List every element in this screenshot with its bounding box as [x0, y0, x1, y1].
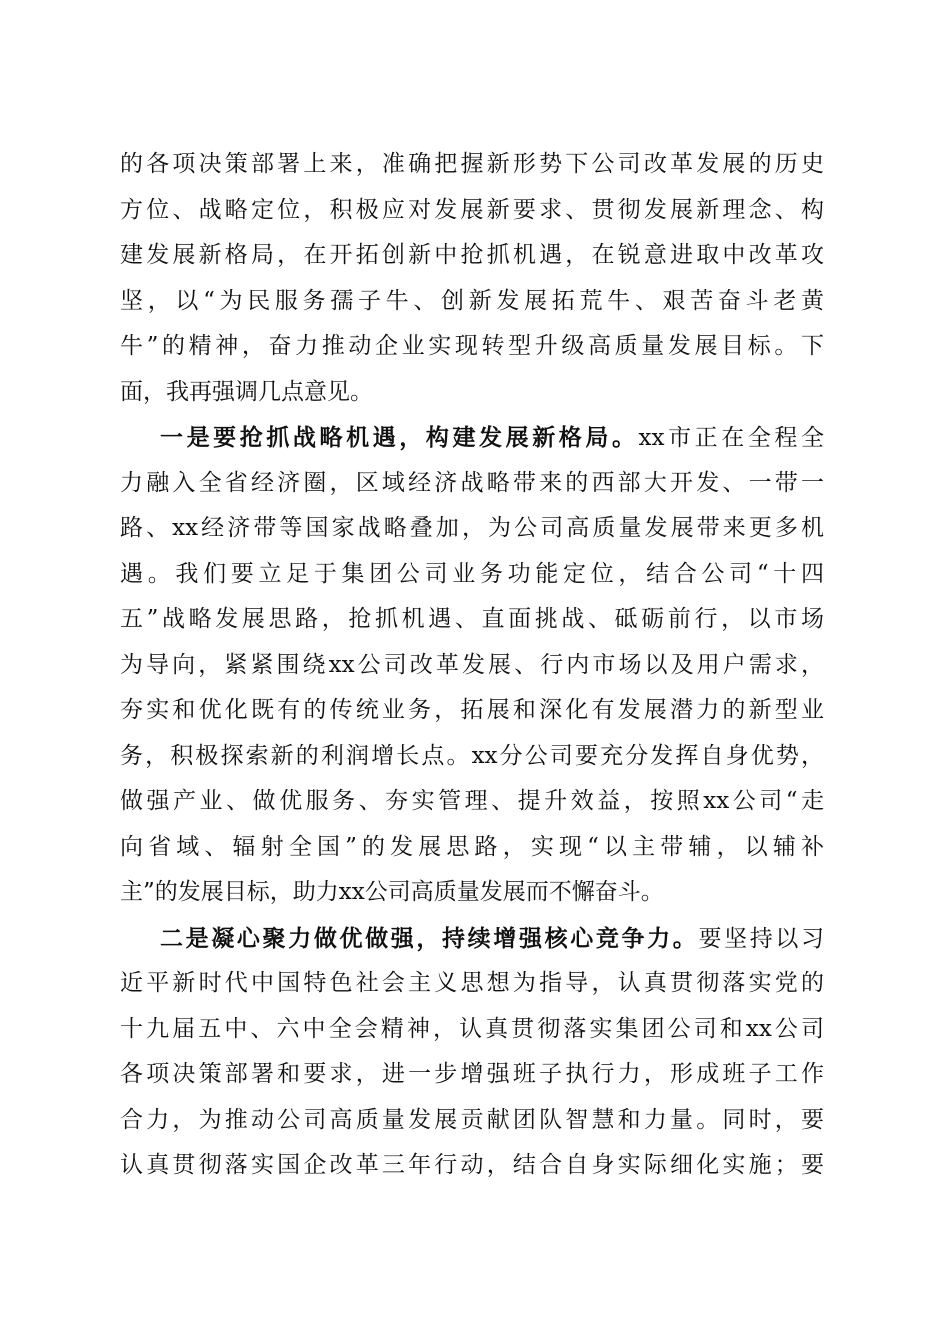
paragraph-point-one	[120, 415, 824, 916]
text-line: 遇。我们要立足于集团公司业务功能定位，结合公司“十四	[120, 560, 824, 587]
text-line: 认真贯彻落实国企改革三年行动，结合自身实际细化实施；要	[120, 1152, 824, 1178]
text-run: xx市正在全程全	[638, 425, 824, 451]
text-line: 为导向，紧紧围绕xx公司改革发展、行内市场以及用户需求，	[120, 651, 824, 678]
body-text	[120, 142, 824, 1189]
text-line: 主”的发展目标，助力xx公司高质量发展而不懈奋斗。	[120, 879, 664, 905]
text-line: 面，我再强调几点意见。	[120, 378, 373, 405]
text-line: 路、xx经济带等国家战略叠加，为公司高质量发展带来更多机	[120, 515, 824, 541]
text-line	[120, 415, 824, 461]
text-line: 务，积极探索新的利润增长点。xx分公司要充分发挥自身优势，	[120, 742, 824, 769]
text-line: 夯实和优化既有的传统业务，拓展和深化有发展潜力的新型业	[120, 697, 824, 723]
text-line: 向省域、辐射全国”的发展思路，实现“以主带辅，以辅补	[120, 833, 824, 860]
text-line: 坚，以“为民服务孺子牛、创新发展拓荒牛、艰苦奋斗老黄	[120, 287, 824, 314]
text-line: 方位、战略定位，积极应对发展新要求、贯彻发展新理念、构	[120, 196, 824, 223]
text-line: 五”战略发展思路，抢抓机遇、直面挑战、砥砺前行，以市场	[120, 606, 824, 632]
text-line: 的各项决策部署上来，准确把握新形势下公司改革发展的历史	[120, 151, 824, 177]
text-line: 做强产业、做优服务、夯实管理、提升效益，按照xx公司“走	[120, 788, 824, 814]
text-line: 各项决策部署和要求，进一步增强班子执行力，形成班子工作	[120, 1061, 824, 1087]
text-line: 建发展新格局，在开拓创新中抢抓机遇，在锐意进取中改革攻	[120, 242, 824, 268]
text-line: 力融入全省经济圈，区域经济战略带来的西部大开发、一带一	[120, 469, 824, 496]
text-run: 要坚持以习	[698, 925, 824, 952]
text-line: 牛”的精神，奋力推动企业实现转型升级高质量发展目标。下	[120, 333, 824, 359]
paragraph-intro	[120, 142, 824, 415]
text-line: 十九届五中、六中全会精神，认真贯彻落实集团公司和xx公司	[120, 1015, 824, 1042]
point-heading: 二是凝心聚力做优做强，持续增强核心竞争力。	[160, 924, 699, 952]
text-line: 合力，为推动公司高质量发展贡献团队智慧和力量。同时，要	[120, 1106, 824, 1133]
point-heading: 一是要抢抓战略机遇，构建发展新格局。	[160, 424, 639, 451]
text-line: 近平新时代中国特色社会主义思想为指导，认真贯彻落实党的	[120, 970, 824, 996]
paragraph-point-two	[120, 916, 824, 1189]
text-line	[120, 916, 824, 962]
